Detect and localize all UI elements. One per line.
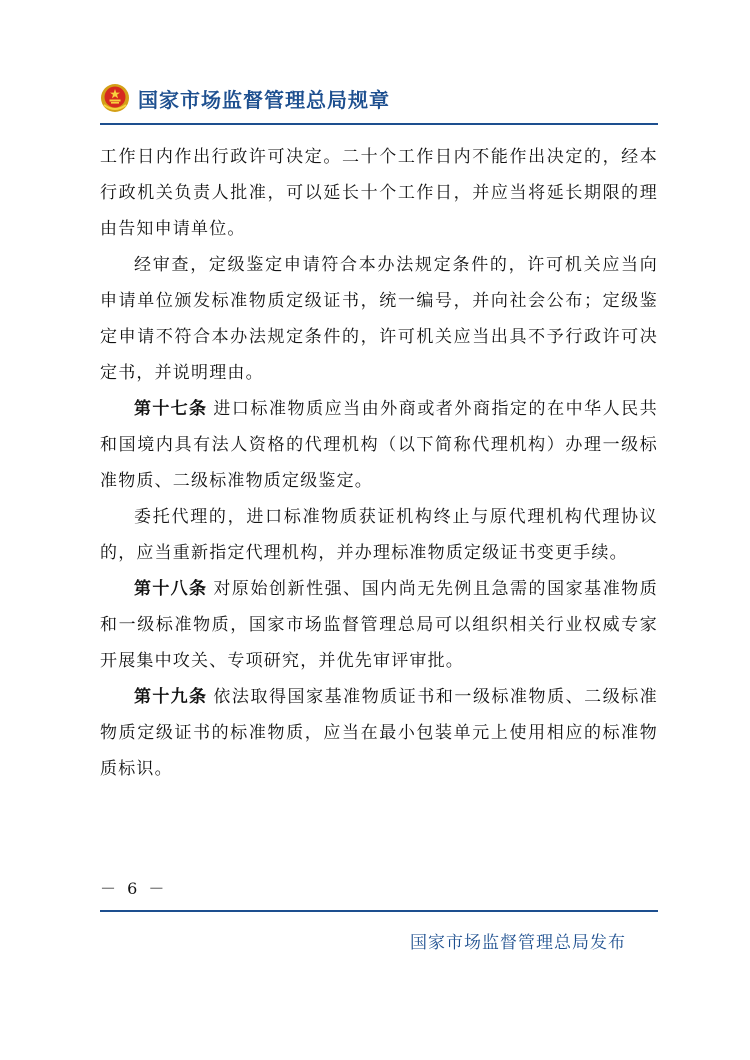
paragraph bbox=[100, 499, 658, 571]
document-body bbox=[100, 139, 658, 787]
paragraph bbox=[100, 247, 658, 391]
article-number: 第十九条 bbox=[134, 687, 208, 707]
paragraph-text: 委托代理的，进口标准物质获证机构终止与原代理机构代理协议的，应当重新指定代理机构，并办理标准物质定级证书变更手续。 bbox=[100, 507, 658, 563]
page-number: － 6 － bbox=[100, 879, 168, 898]
paragraph-text: 进口标准物质应当由外商或者外商指定的在中华人民共和国境内具有法人资格的代理机构（以下简称代理机构）办理一级标准物质、二级标准物质定级鉴定。 bbox=[100, 399, 659, 491]
article-17 bbox=[100, 391, 658, 499]
page-header bbox=[100, 78, 390, 118]
paragraph-text: 工作日内作出行政许可决定。二十个工作日内不能作出决定的，经本行政机关负责人批准，可以延长十个工作日，并应当将延长期限的理由告知申请单位。 bbox=[100, 147, 658, 239]
footer-publisher: 国家市场监督管理总局发布 bbox=[410, 933, 626, 953]
article-18 bbox=[100, 571, 658, 679]
paragraph-text: 经审查，定级鉴定申请符合本办法规定条件的，许可机关应当向申请单位颁发标准物质定级证书，统一编号，并向社会公布；定级鉴定申请不符合本办法规定条件的，许可机关应当出具不予行政许可决定书，并说明理由。 bbox=[100, 255, 658, 383]
article-number: 第十八条 bbox=[134, 579, 208, 599]
footer-divider bbox=[100, 910, 658, 912]
paragraph-text: 依法取得国家基准物质证书和一级标准物质、二级标准物质定级证书的标准物质，应当在最小包装单元上使用相应的标准物质标识。 bbox=[100, 687, 659, 779]
header-title: 国家市场监督管理总局规章 bbox=[138, 87, 390, 112]
paragraph bbox=[100, 139, 658, 247]
header-divider bbox=[100, 123, 658, 125]
paragraph-text: 对原始创新性强、国内尚无先例且急需的国家基准物质和一级标准物质，国家市场监督管理总局可以组织相关行业权威专家开展集中攻关、专项研究，并优先审评审批。 bbox=[100, 579, 659, 671]
national-emblem-icon bbox=[100, 83, 130, 113]
article-number: 第十七条 bbox=[134, 399, 208, 419]
article-19 bbox=[100, 679, 658, 787]
